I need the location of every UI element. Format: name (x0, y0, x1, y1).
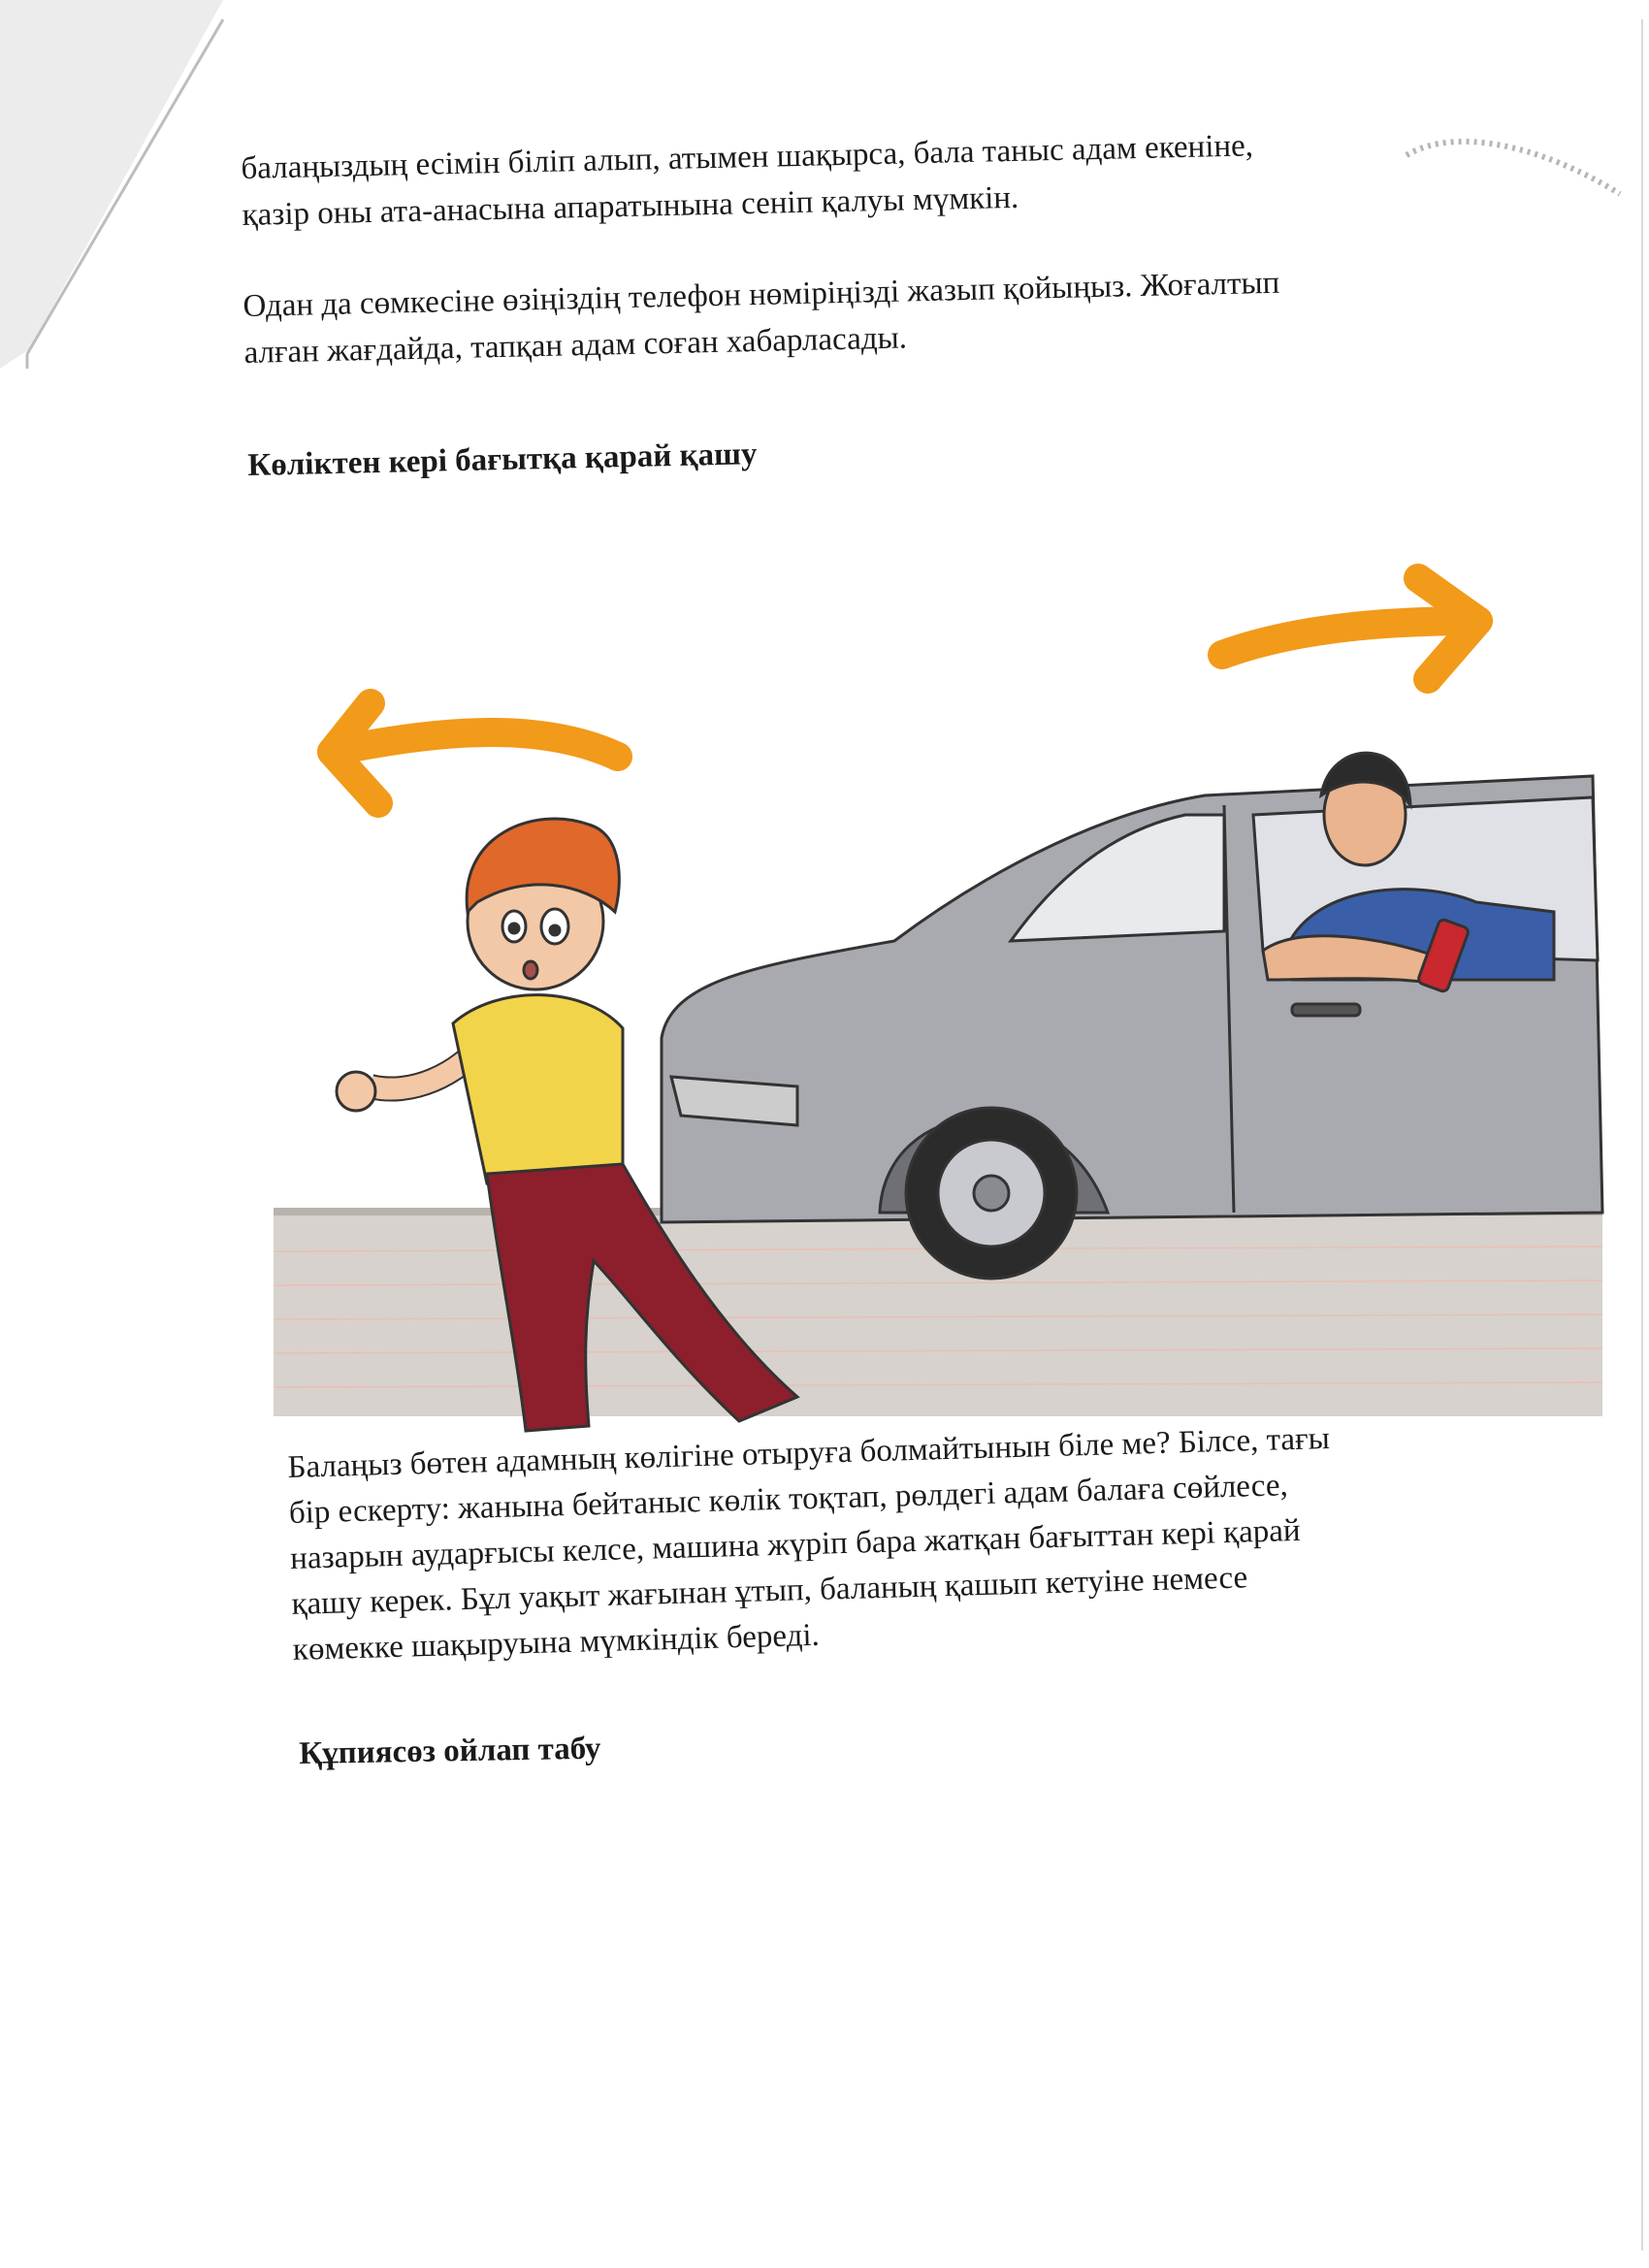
text-line: қашу керек. Бұл уақыт жағынан ұтып, баланың қашып кетуіне немесе (291, 1560, 1248, 1622)
text-line: алған жағдайда, тапқан адам соған хабарласады. (243, 320, 908, 371)
section-heading-run-away: Көліктен кері бағытқа қарай қашу (247, 437, 758, 483)
page-edge (1641, 19, 1643, 2251)
section-heading-password: Құпиясөз ойлап табу (299, 1731, 601, 1771)
folded-corner (0, 0, 252, 369)
arrow-right-icon (1222, 578, 1478, 679)
text-line: Одан да сөмкесіне өзіңіздің телефон нөміріңізді жазып қойыңыз. Жоғалтып (242, 265, 1280, 324)
text-line: қазір оны ата-анасына апаратынына сеніп қалуы мүмкін. (242, 179, 1019, 233)
phone-paragraph (242, 260, 1281, 376)
text-line: назарын аударғысы келсе, машина жүріп бара жатқан бағыттан кері қарай (289, 1512, 1302, 1576)
text-line: Балаңыз бөтен адамның көлігіне отыруға болмайтынын біле ме? Білсе, тағы (287, 1420, 1331, 1485)
arrow-left-icon (332, 703, 618, 803)
text-line: балаңыздың есімін біліп алып, атымен шақырса, бала таныс адам екеніне, (241, 128, 1254, 186)
intro-paragraph (241, 122, 1255, 239)
text-line: көмекке шақыруына мүмкіндік береді. (292, 1617, 821, 1668)
boy-and-car-illustration (254, 495, 1612, 1465)
text-line: бір ескерту: жанына бейтаныс көлік тоқтап, рөлдегі адам балаға сөйлесе, (288, 1468, 1289, 1531)
scan-smudge (1397, 116, 1630, 223)
car (662, 776, 1602, 1279)
car-warning-paragraph (287, 1416, 1336, 1673)
